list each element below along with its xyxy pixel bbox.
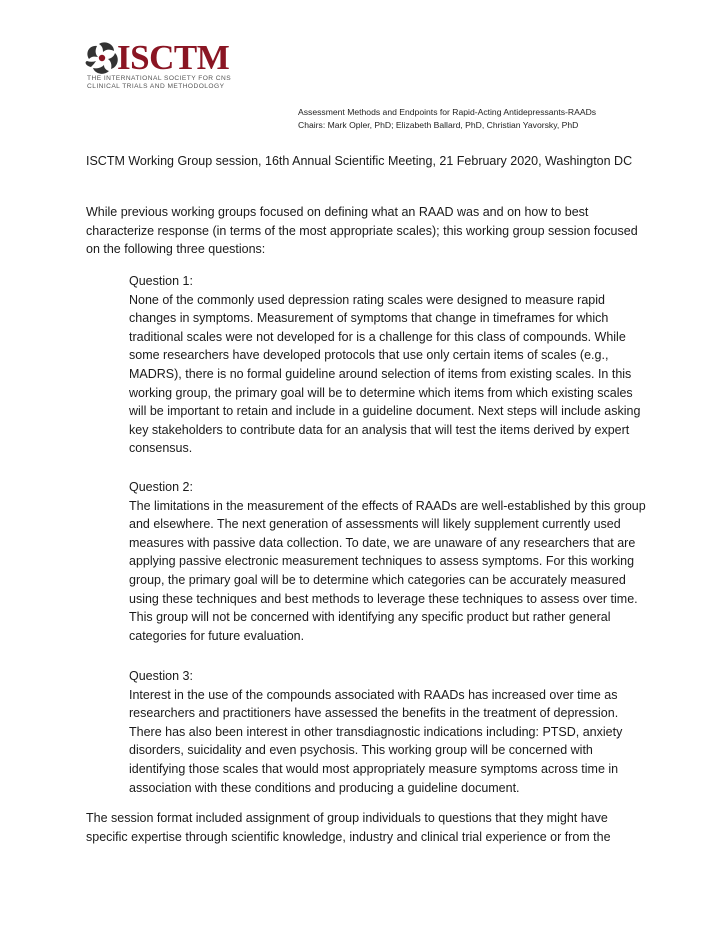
question-1 xyxy=(129,272,647,458)
closing-paragraph: The session format included assignment of group individuals to questions that they might have specific expertise through scientific knowledge, industry and clinical trial experience or from the xyxy=(86,811,611,844)
logo-subtitle-line2: CLINICAL TRIALS AND METHODOLOGY xyxy=(87,83,225,90)
session-line: ISCTM Working Group session, 16th Annual Scientific Meeting, 21 February 2020, Washington DC xyxy=(86,154,633,168)
logo-subtitle-line1: THE INTERNATIONAL SOCIETY FOR CNS xyxy=(87,75,232,82)
header-info xyxy=(298,106,596,132)
logo-subtitle xyxy=(87,75,231,91)
question-text: The limitations in the measurement of the effects of RAADs are well-established by this group and elsewhere. The next generation of assessments will likely supplement currently used measures with passive data collection. To date, we are unaware of any researchers that are applying passive electronic measurement techniques to assess symptoms. For this working group, the primary goal will be to determine which categories can be accurately measured using these techniques and best methods to leverage these techniques to assess over time. This group will not be concerned with identifying any specific product but rather general categories for future evaluation. xyxy=(129,498,646,643)
question-2 xyxy=(129,478,647,645)
header-chairs: Chairs: Mark Opler, PhD; Elizabeth Ballard, PhD, Christian Yavorsky, PhD xyxy=(298,120,579,130)
brain-swirl-icon xyxy=(83,41,121,75)
question-heading: Question 2: xyxy=(129,480,193,494)
question-heading: Question 1: xyxy=(129,274,193,288)
header-title: Assessment Methods and Endpoints for Rapid-Acting Antidepressants-RAADs xyxy=(298,107,597,117)
isctm-logo xyxy=(83,38,243,97)
intro-paragraph: While previous working groups focused on defining what an RAAD was and on how to best characterize response (in terms of the most appropriate scales); this working group session focused on the following three questions: xyxy=(86,205,638,257)
question-3 xyxy=(129,667,647,797)
question-text: Interest in the use of the compounds associated with RAADs has increased over time as researchers and practitioners have assessed the benefits in the treatment of depression. There has also been interest in other transdiagnostic indications including: PTSD, anxiety disorders, suicidality and even psychosis. This working group will be concerned with identifying those scales that would most appropriately measure symptoms across time in association with these conditions and producing a guideline document. xyxy=(129,687,623,795)
logo-wordmark: ISCTM xyxy=(117,38,230,77)
question-text: None of the commonly used depression rating scales were designed to measure rapid changes in symptoms. Measurement of symptoms that change in timeframes for which traditional scales were not developed for is a challenge for this class of compounds. While some researchers have developed protocols that use only certain items of scales (e.g., MADRS), there is no formal guideline around selection of items from existing scales. In this working group, the primary goal will be to determine which items from which existing scales will be important to retain and include in a guideline document. Next steps will include asking key stakeholders to contribute data for an analysis that will test the items derived by expert consensus. xyxy=(129,292,641,456)
question-heading: Question 3: xyxy=(129,669,193,683)
